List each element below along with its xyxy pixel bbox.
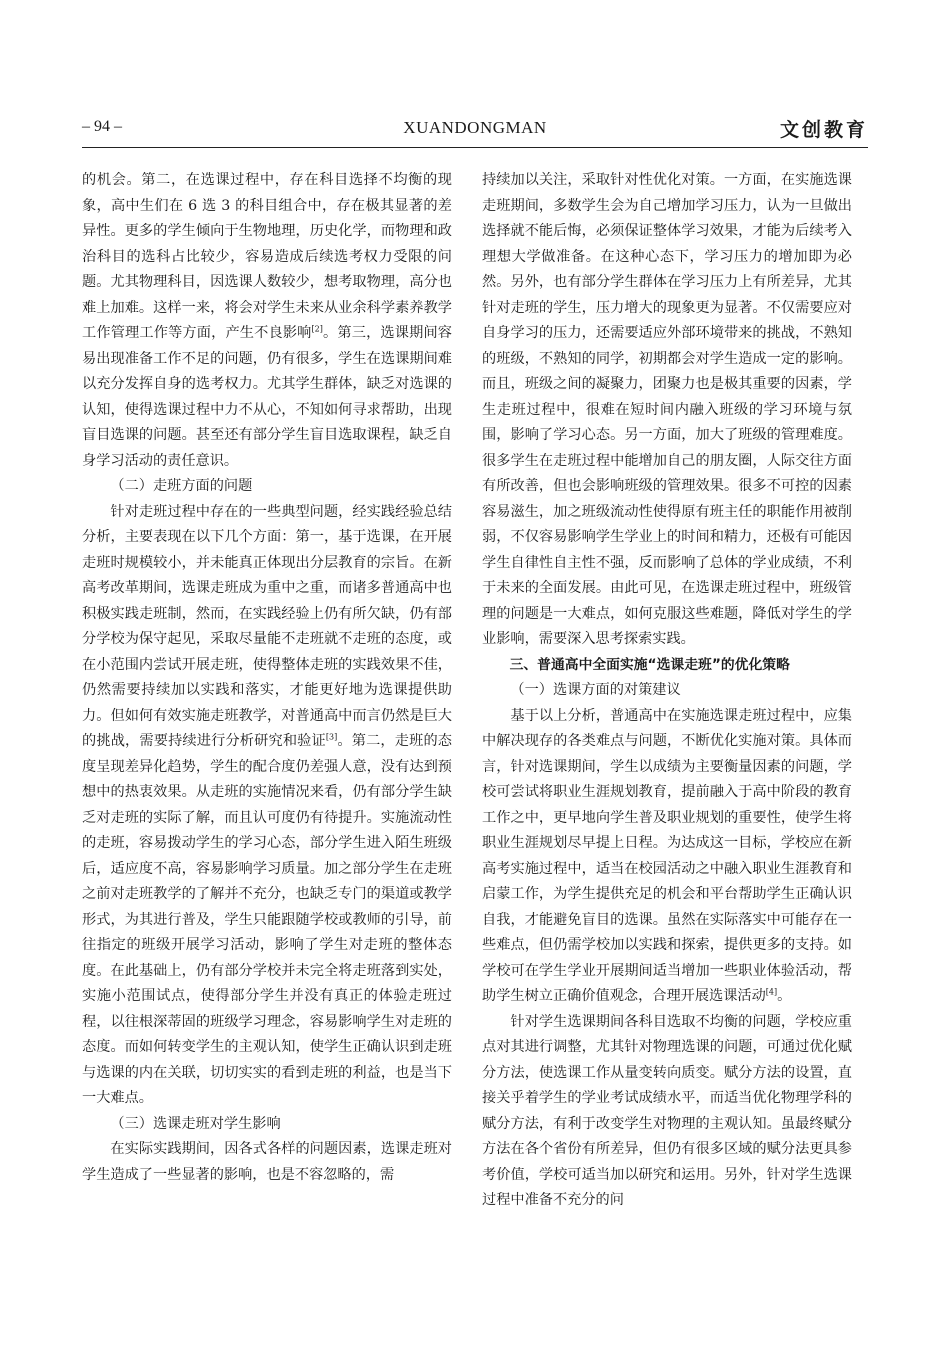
section-heading: 三、普通高中全面实施“选课走班”的优化策略 [509, 656, 790, 673]
paragraph [482, 704, 852, 1010]
subsection-heading: （一）选课方面的对策建议 [510, 682, 681, 698]
citation-ref: [4] [765, 987, 778, 997]
page-number: – 94 – [82, 118, 122, 135]
paragraph: 针对学生选课期间各科目选取不均衡的问题，学校应重点对其进行调整，尤其针对物理选课的问题，可通过优化赋分方法，使选课工作从量变转向质变。赋分方法的设置，直接关乎着学生的学业考试成绩水平，而适当优化物理学科的赋分方法，有利于改变学生对物理的主观认知。虽最终赋分方法在各个省份有所差异，但仍有很多区域的赋分法更具参考价值，学校可适当加以研究和运用。另外，针对学生选课过程中准备不充分的问 [482, 1013, 852, 1208]
journal-name-chinese: 文创教育 [779, 119, 868, 141]
paragraph-text: 的机会。第二，在选课过程中，存在科目选择不均衡的现象，高中生们在 6 选 3 的科目组合中，存在极其显著的差异性。更多的学生倾向于生物地理，历史化学，而物理和政治科目的选科占比较少，容易造成后续选考权力受限的问题。尤其物理科目，因选课人数较少，想考取物理，高分也难上加难。这样一来，将会对学生未来从业余科学素养教学工作管理工作等方面，产生不良影响 [82, 172, 452, 341]
paragraph-text: 针对走班过程中存在的一些典型问题，经实践经验总结分析，主要表现在以下几个方面：第一，基于选课，在开展走班时规模较小，并未能真正体现出分层教育的宗旨。在新高考改革期间，选课走班成为重中之重，而诸多普通高中也积极实践走班制，然而，在实践经验上仍有所欠缺，仍有部分学校为保守起见，采取尽量能不走班就不走班的态度，或在小范围内尝试开展走班，使得整体走班的实践效果不佳，仍然需要持续加以实践和落实，才能更好地为选课提供助力。但如何有效实施走班教学，对普通高中而言仍然是巨大的挑战，需要持续进行分析研究和验证 [82, 503, 452, 749]
citation-ref: [3] [325, 732, 338, 742]
right-column [482, 168, 852, 1214]
left-column [82, 168, 452, 1188]
paragraph [82, 168, 452, 474]
citation-ref: [2] [311, 324, 323, 334]
paragraph-text: 。第三，选课期间容易出现准备工作不足的问题，仍有很多，学生在选课期间难以充分发挥自身的选考权力。尤其学生群体，缺乏对选课的认知，使得选课过程中力不从心，不知如何寻求帮助，出现盲目选课的问题。甚至还有部分学生盲目选取课程，缺乏自身学习活动的责任意识。 [82, 325, 452, 469]
paragraph: 在实际实践期间，因各式各样的问题因素，选课走班对学生造成了一些显著的影响，也是不容忽略的，需 [82, 1141, 452, 1183]
journal-name-latin: XUANDONGMAN [403, 118, 547, 137]
paragraph-text: 。第二，走班的态度呈现差异化趋势，学生的配合度仍差强人意，没有达到预想中的热衷效果。从走班的实施情况来看，仍有部分学生缺乏对走班的实际了解，而且认可度仍有待提升。实施流动性的走班，容易拨动学生的学习心态，部分学生进入陌生班级后，适应度不高，容易影响学习质量。加之部分学生在走班之前对走班教学的了解并不充分，也缺乏专门的渠道或教学形式，为其进行普及，学生只能跟随学校或教师的引导，前往指定的班级开展学习活动，影响了学生对走班的整体态度。在此基础上，仍有部分学校并未完全将走班落到实处，实施小范围试点，使得部分学生并没有真正的体验走班过程，以往根深蒂固的班级学习理念，容易影响学生对走班的态度。而如何转变学生的主观认知，使学生正确认识到走班与选课的内在关联，切切实实的看到走班的利益，也是当下一大难点。 [82, 733, 452, 1106]
paragraph: 持续加以关注，采取针对性优化对策。一方面，在实施选课走班期间，多数学生会为自己增加学习压力，认为一旦做出选择就不能后悔，必须保证整体学习效果，才能为后续考入理想大学做准备。在这种心态下，学习压力的增加即为必然。另外，也有部分学生群体在学习压力上有所差异，尤其针对走班的学生，压力增大的现象更为显著。不仅需要应对自身学习的压力，还需要适应外部环境带来的挑战，不熟知的班级，不熟知的同学，初期都会对学生造成一定的影响。而且，班级之间的凝聚力，团聚力也是极其重要的因素，学生走班过程中，很难在短时间内融入班级的学习环境与氛围，影响了学习心态。另一方面，加大了班级的管理难度。很多学生在走班过程中能增加自己的朋友圈，人际交往方面有所改善，但也会影响班级的管理效果。很多不可控的因素容易滋生，加之班级流动性使得原有班主任的职能作用被削弱，不仅容易影响学生学业上的时间和精力，还极有可能因学生自律性自主性不强，反而影响了总体的学业成绩，不利于未来的全面发展。由此可见，在选课走班过程中，班级管理的问题是一大难点，如何克服这些难题，降低对学生的学业影响，需要深入思考探索实践。 [482, 172, 852, 647]
page-header [82, 118, 868, 144]
header-rule [82, 147, 868, 148]
paragraph [82, 500, 452, 1112]
paragraph-text: 。 [777, 988, 792, 1004]
paragraph-text: 基于以上分析，普通高中在实施选课走班过程中，应集中解决现存的各类难点与问题，不断优化实施对策。具体而言，针对选课期间，学生以成绩为主要衡量因素的问题，学校可尝试将职业生涯规划教育，提前融入于高中阶段的教育工作之中，更早地向学生普及职业规划的重要性，使学生将职业生涯规划尽早提上日程。为达成这一目标，学校应在新高考实施过程中，适当在校园活动之中融入职业生涯教育和启蒙工作，为学生提供充足的机会和平台帮助学生正确认识自我，才能避免盲目的选课。虽然在实际落实中可能存在一些难点，但仍需学校加以实践和探索，提供更多的支持。如学校可在学生学业开展期间适当增加一些职业体验活动，帮助学生树立正确价值观念，合理开展选课活动 [482, 707, 852, 1004]
subsection-heading: （三）选课走班对学生影响 [110, 1115, 281, 1132]
subsection-heading: （二）走班方面的问题 [110, 478, 253, 494]
